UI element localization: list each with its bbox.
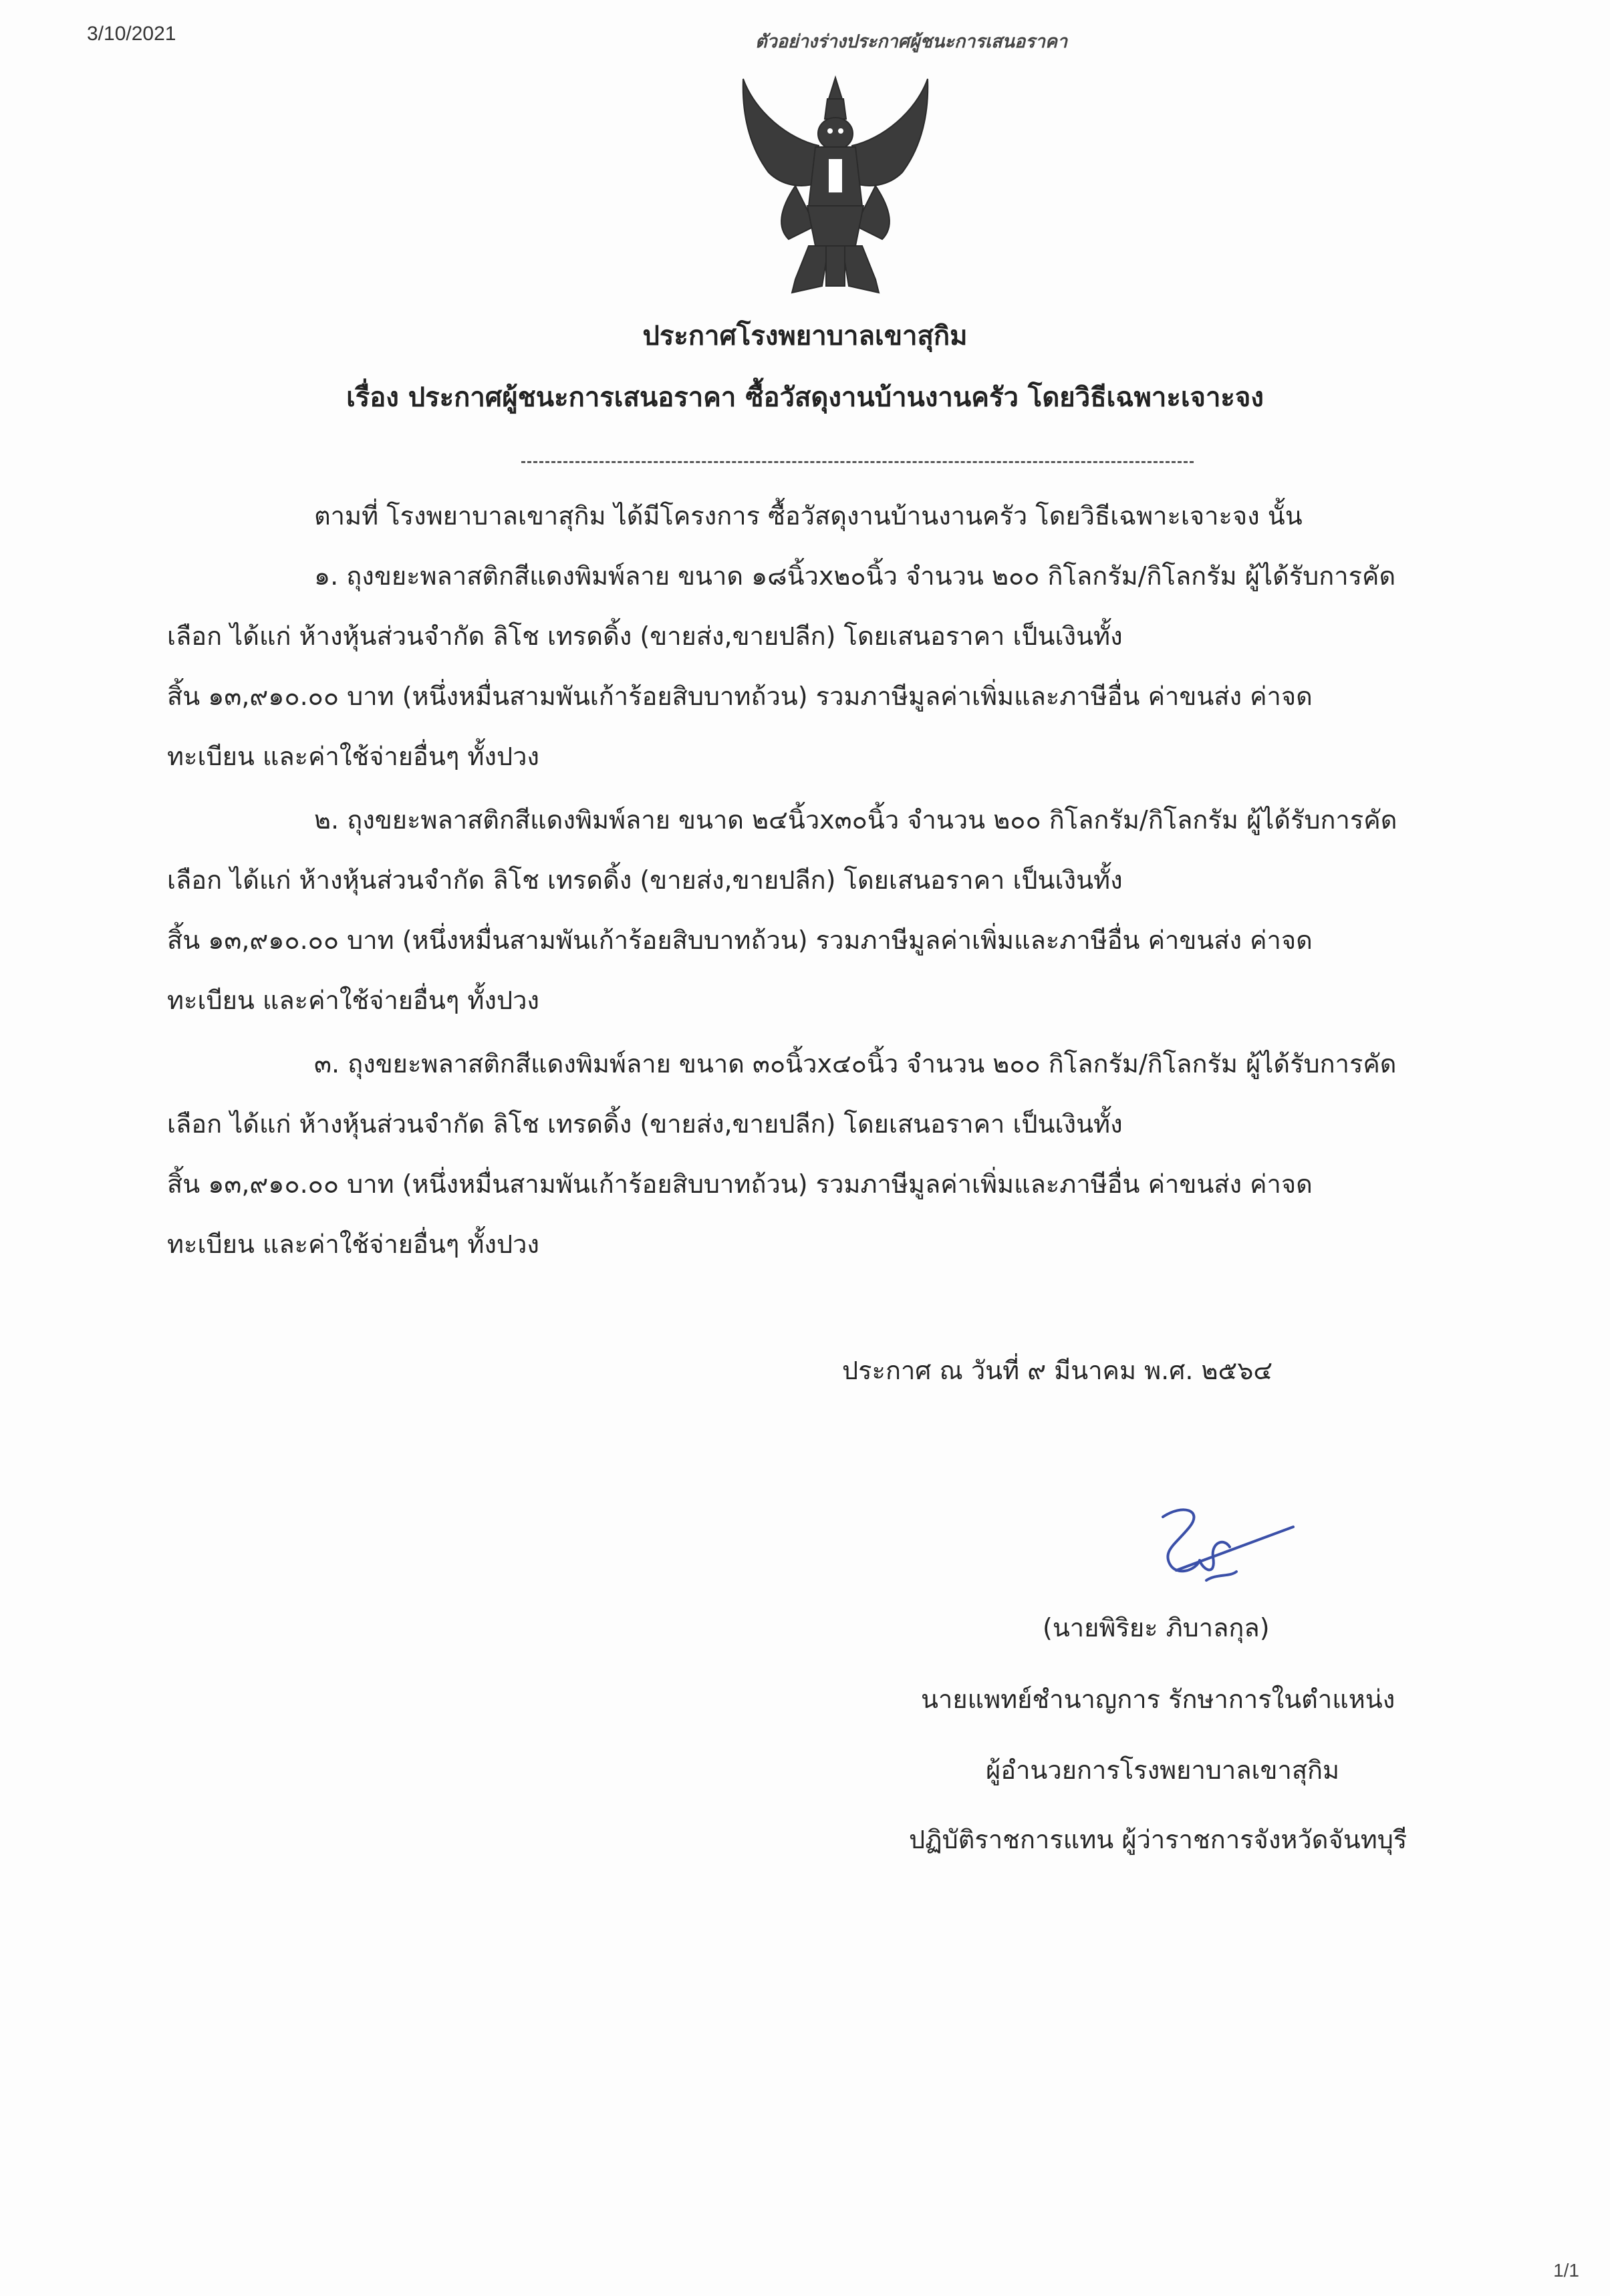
item-2-line-2: เลือก ได้แก่ ห้างหุ้นส่วนจำกัด ลิโช เทรดดิ้ง (ขายส่ง,ขายปลีก) โดยเสนอราคา เป็นเงินทั้ง	[167, 865, 1123, 895]
signer-name: (นายพิริยะ ภิบาลกุล)	[1043, 1613, 1270, 1642]
print-title: ตัวอย่างร่างประกาศผู้ชนะการเสนอราคา	[755, 31, 1068, 52]
item-2-line-1: ๒. ถุงขยะพลาสติกสีแดงพิมพ์ลาย ขนาด ๒๔นิ้วx๓๐นิ้ว จำนวน ๒๐๐ กิโลกรัม/กิโลกรัม ผู้ได้รับการคัด	[314, 805, 1397, 835]
item-1	[167, 555, 1497, 778]
print-date: 3/10/2021	[87, 23, 176, 45]
item-3-line-3: สิ้น ๑๓,๙๑๐.๐๐ บาท (หนึ่งหมื่นสามพันเก้าร้อยสิบบาทถ้วน) รวมภาษีมูลค่าเพิ่มและภาษีอื่น ค่าขนส่ง ค่าจด	[167, 1169, 1313, 1199]
signer-position-3: ปฏิบัติราชการแทน ผู้ว่าราชการจังหวัดจันทบุรี	[909, 1825, 1407, 1854]
item-3-line-4: ทะเบียน และค่าใช้จ่ายอื่นๆ ทั้งปวง	[167, 1230, 539, 1259]
signature-icon	[1136, 1497, 1297, 1597]
garuda-emblem-icon	[728, 72, 942, 299]
signer-position-1: นายแพทย์ชำนาญการ รักษาการในตำแหน่ง	[921, 1685, 1395, 1714]
item-3-line-1: ๓. ถุงขยะพลาสติกสีแดงพิมพ์ลาย ขนาด ๓๐นิ้วx๔๐นิ้ว จำนวน ๒๐๐ กิโลกรัม/กิโลกรัม ผู้ได้รับการคัด	[314, 1049, 1397, 1079]
item-1-line-2: เลือก ได้แก่ ห้างหุ้นส่วนจำกัด ลิโช เทรดดิ้ง (ขายส่ง,ขายปลีก) โดยเสนอราคา เป็นเงินทั้ง	[167, 621, 1123, 651]
document-title: ประกาศโรงพยาบาลเขาสุกิม	[642, 321, 968, 351]
item-3-line-2: เลือก ได้แก่ ห้างหุ้นส่วนจำกัด ลิโช เทรดดิ้ง (ขายส่ง,ขายปลีก) โดยเสนอราคา เป็นเงินทั้ง	[167, 1109, 1123, 1139]
item-1-line-1: ๑. ถุงขยะพลาสติกสีแดงพิมพ์ลาย ขนาด ๑๘นิ้วx๒๐นิ้ว จำนวน ๒๐๐ กิโลกรัม/กิโลกรัม ผู้ได้รับการคัด	[314, 561, 1396, 591]
item-2-line-4: ทะเบียน และค่าใช้จ่ายอื่นๆ ทั้งปวง	[167, 986, 539, 1015]
document-subject: เรื่อง ประกาศผู้ชนะการเสนอราคา ซื้อวัสดุงานบ้านงานครัว โดยวิธีเฉพาะเจาะจง	[346, 382, 1264, 413]
item-1-line-4: ทะเบียน และค่าใช้จ่ายอื่นๆ ทั้งปวง	[167, 742, 539, 771]
title-divider	[521, 461, 1194, 463]
item-2-line-3: สิ้น ๑๓,๙๑๐.๐๐ บาท (หนึ่งหมื่นสามพันเก้าร้อยสิบบาทถ้วน) รวมภาษีมูลค่าเพิ่มและภาษีอื่น ค่าขนส่ง ค่าจด	[167, 925, 1313, 955]
item-1-line-3: สิ้น ๑๓,๙๑๐.๐๐ บาท (หนึ่งหมื่นสามพันเก้าร้อยสิบบาทถ้วน) รวมภาษีมูลค่าเพิ่มและภาษีอื่น ค่าขนส่ง ค่าจด	[167, 682, 1313, 711]
announce-date: ประกาศ ณ วันที่ ๙ มีนาคม พ.ศ. ๒๕๖๔	[842, 1356, 1273, 1385]
item-2	[167, 799, 1497, 1022]
signer-position-2: ผู้อำนวยการโรงพยาบาลเขาสุกิม	[986, 1755, 1340, 1785]
intro-paragraph: ตามที่ โรงพยาบาลเขาสุกิม ได้มีโครงการ ซื้อวัสดุงานบ้านงานครัว โดยวิธีเฉพาะเจาะจง นั้น	[314, 501, 1303, 531]
item-3	[167, 1042, 1497, 1266]
page-number: 1/1	[1553, 2260, 1579, 2281]
